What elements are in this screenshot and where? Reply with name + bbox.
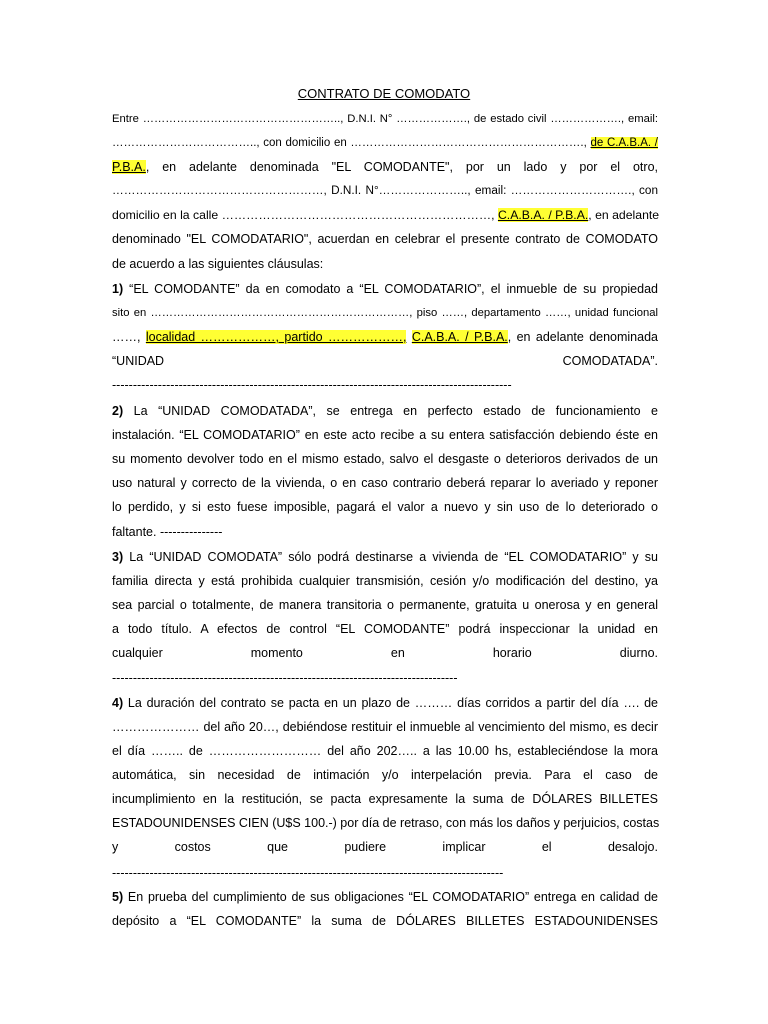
contract-title: CONTRATO DE COMODATO xyxy=(297,86,471,101)
clause-1-line xyxy=(112,328,658,346)
clause-2-line: su momento devolver todo en el mismo estado, salvo el desgaste o deterioros derivados de un xyxy=(112,452,658,466)
preamble-line xyxy=(112,158,658,176)
clause-3-line: familia directa y está prohibida cualquier transmisión, cesión y/o modificación del destino, ya xyxy=(112,574,658,588)
clause-1-line: “UNIDAD COMODATADA”. xyxy=(112,354,658,368)
clause-number: 3) xyxy=(112,550,124,564)
clause-5-line xyxy=(112,888,658,906)
clause-4-line: incumplimiento en la restitución, se pacta expresamente la suma de DÓLARES BILLETES xyxy=(112,792,658,806)
clause-3-line: cualquier momento en horario diurno. xyxy=(112,646,658,660)
clause-number: 2) xyxy=(112,404,124,418)
preamble-line: denominado "EL COMODATARIO", acuerdan en celebrar el presente contrato de COMODATO xyxy=(112,232,658,246)
clause-text: ……, xyxy=(112,330,146,344)
clause-number: 1) xyxy=(112,282,124,296)
clause-3-line: a todo título. A efectos de control “EL COMODANTE” podrá inspeccionar la unidad en xyxy=(112,622,658,636)
clause-1-line: sito en ……………………………………………………………, piso ……, departamento ……, unidad funcional xyxy=(112,307,658,319)
clause-text: “EL COMODANTE” da en comodato a “EL COMODATARIO”, el inmueble de su propiedad xyxy=(123,282,658,296)
highlighted-location: localidad ………………, partido ………………, xyxy=(145,330,407,344)
clause-4-line xyxy=(112,694,658,712)
highlighted-jurisdiction: de C.A.B.A. / xyxy=(590,137,658,149)
highlighted-jurisdiction: C.A.B.A. / P.B.A. xyxy=(411,330,508,344)
highlighted-jurisdiction: P.B.A. xyxy=(112,160,146,174)
separator-dashes: ----------------------------------------------------------------------------------- xyxy=(112,671,458,685)
preamble-line: Entre …………………………………………….., D.N.I. N° ………………., de estado civil ………………., email: xyxy=(112,113,658,125)
preamble-text: domicilio en la calle …………………………………………………………, xyxy=(112,208,498,222)
clause-5-line: depósito a “EL COMODANTE” la suma de DÓLARES BILLETES ESTADOUNIDENSES xyxy=(112,914,658,928)
clause-4-line: el día …….. de ……………………… del año 202….. a las 10.00 hs, estableciéndose la mora xyxy=(112,744,658,758)
preamble-text: , en adelante denominada "EL COMODANTE", por un lado y por el otro, xyxy=(145,160,658,174)
preamble-line xyxy=(112,134,658,152)
clause-number: 5) xyxy=(112,890,124,904)
preamble-text: ……………………………….., con domicilio en ……………………………………………………., xyxy=(112,137,591,149)
highlighted-jurisdiction: C.A.B.A. / P.B.A. xyxy=(497,208,589,222)
clause-2-line: instalación. “EL COMODATARIO” en este acto recibe a su entera satisfacción debiendo éste en xyxy=(112,428,658,442)
clause-4-line: ………………… del año 20…, debiéndose restituir el inmueble al vencimiento del mismo, es decir xyxy=(112,720,658,734)
clause-text: La duración del contrato se pacta en un plazo de ……… días corridos a partir del día …. de xyxy=(123,696,658,710)
clause-2-line: uso natural y correcto de la vivienda, o en caso contrario deberá reparar lo averiado y reponer xyxy=(112,476,658,490)
clause-number: 4) xyxy=(112,696,124,710)
clause-4-line: ESTADOUNIDENSES CIEN (U$S 100.-) por día de retraso, con más los daños y perjuicios, costas xyxy=(112,816,660,830)
clause-2-line: lo perdido, y si esto fuese imposible, pagará el valor a nuevo y sin uso de lo deteriorado o xyxy=(112,500,658,514)
preamble-line xyxy=(112,206,658,224)
clause-text: , en adelante denominada xyxy=(507,330,658,344)
separator-dashes: ------------------------------------------------------------------------------------------------ xyxy=(112,378,512,392)
clause-text: La “UNIDAD COMODATADA”, se entrega en perfecto estado de funcionamiento e xyxy=(123,404,658,418)
separator-dashes: ---------------------------------------------------------------------------------------------- xyxy=(112,866,504,880)
clause-4-line: automática, sin necesidad de intimación y/o interpelación previa. Para el caso de xyxy=(112,768,658,782)
clause-text: La “UNIDAD COMODATA” sólo podrá destinarse a vivienda de “EL COMODATARIO” y su xyxy=(123,550,658,564)
clause-1-line xyxy=(112,280,658,298)
clause-2-line: faltante. --------------- xyxy=(112,525,223,539)
clause-text: En prueba del cumplimiento de sus obligaciones “EL COMODATARIO” entrega en calidad de xyxy=(123,890,658,904)
preamble-line: ………………………………………………, D.N.I. N°………………….., email: …………………………., con xyxy=(112,184,658,197)
clause-3-line: sea parcial o totalmente, de manera transitoria o permanente, gratuita u onerosa y en general xyxy=(112,598,658,612)
clause-2-line xyxy=(112,402,658,420)
preamble-text: , en adelante xyxy=(588,208,660,222)
clause-3-line xyxy=(112,548,658,566)
clause-4-line: y costos que pudiere implicar el desalojo. xyxy=(112,840,658,854)
preamble-line: de acuerdo a las siguientes cláusulas: xyxy=(112,257,324,271)
